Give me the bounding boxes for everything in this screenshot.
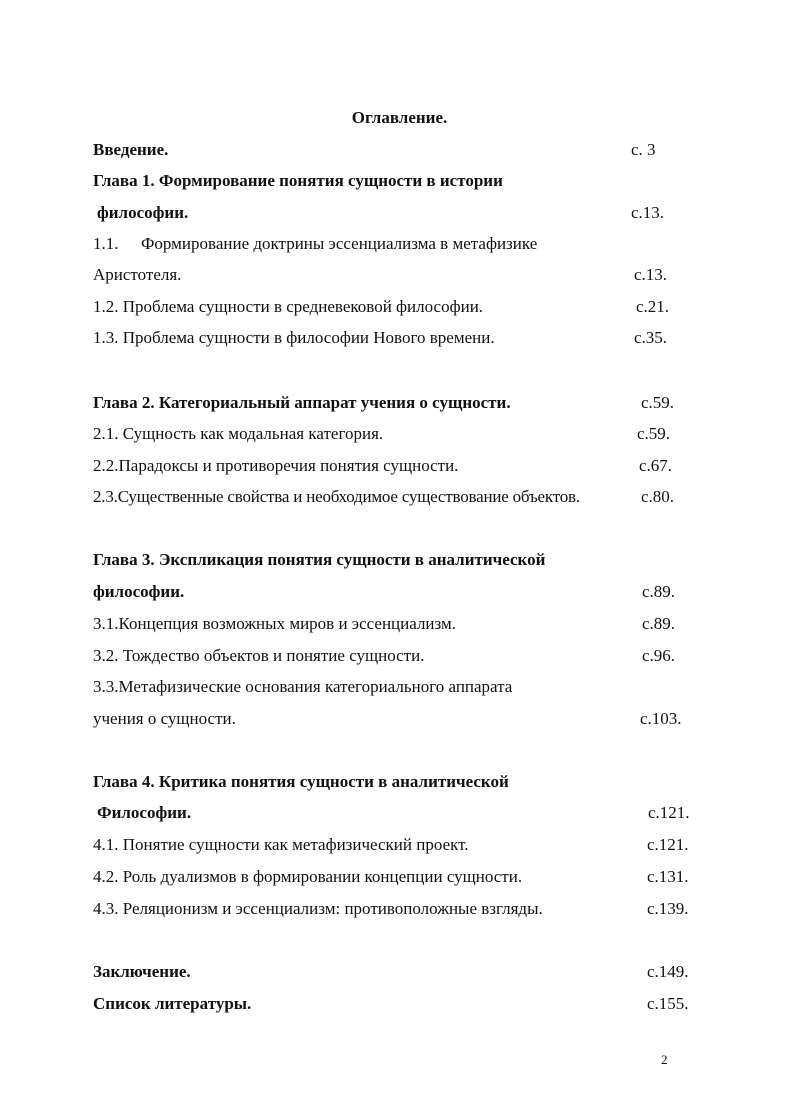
toc-page-conclusion: с.149.: [647, 962, 689, 981]
toc-conclusion: Заключение.: [93, 962, 191, 981]
toc-section-3-3-line2: учения о сущности.: [93, 709, 236, 728]
toc-page-chapter-1: с.13.: [631, 203, 665, 222]
toc-section-1-2: 1.2. Проблема сущности в средневековой философии.: [93, 297, 484, 316]
toc-page-section-1-3: с.35.: [634, 328, 668, 347]
toc-page-section-1-1: с.13.: [634, 265, 668, 284]
toc-chapter-4-line1: Глава 4. Критика понятия сущности в аналитической: [93, 772, 509, 791]
toc-page-chapter-4: с.121.: [648, 803, 690, 822]
toc-page-section-2-3: с.80.: [641, 487, 675, 506]
toc-entry-intro: Введение.: [93, 140, 169, 159]
toc-page-chapter-2: с.59.: [641, 393, 675, 412]
toc-page-section-1-2: с.21.: [636, 297, 670, 316]
toc-page-section-2-1: с.59.: [637, 424, 671, 443]
toc-section-3-2: 3.2. Тождество объектов и понятие сущности.: [93, 646, 425, 665]
toc-section-4-3: 4.3. Реляционизм и эссенциализм: противоположные взгляды.: [93, 899, 543, 918]
toc-chapter-1-line2: философии.: [97, 203, 189, 222]
toc-chapter-3-line1: Глава 3. Экспликация понятия сущности в аналитической: [93, 550, 546, 569]
toc-page-section-4-1: с.121.: [647, 835, 689, 854]
toc-section-1-1-number: 1.1.: [93, 234, 119, 253]
toc-page-section-4-2: с.131.: [647, 867, 689, 886]
toc-section-4-1: 4.1. Понятие сущности как метафизический проект.: [93, 835, 469, 854]
toc-chapter-1-line1: Глава 1. Формирование понятия сущности в истории: [93, 171, 503, 190]
toc-section-3-3-line1: 3.3.Метафизические основания категориального аппарата: [93, 677, 513, 696]
toc-page-section-4-3: с.139.: [647, 899, 689, 918]
page-number: 2: [661, 1052, 668, 1067]
toc-page-bibliography: с.155.: [647, 994, 689, 1013]
toc-section-1-3: 1.3. Проблема сущности в философии Нового времени.: [93, 328, 495, 347]
toc-page-section-3-2: с.96.: [642, 646, 676, 665]
toc-bibliography: Список литературы.: [93, 994, 252, 1013]
toc-section-3-1: 3.1.Концепция возможных миров и эссенциализм.: [93, 614, 457, 633]
toc-section-4-2: 4.2. Роль дуализмов в формировании концепции сущности.: [93, 867, 523, 886]
toc-section-2-3: 2.3.Существенные свойства и необходимое существование объектов.: [93, 487, 580, 506]
toc-page-section-2-2: с.67.: [639, 456, 673, 475]
toc-chapter-3-line2: философии.: [93, 582, 185, 601]
toc-chapter-2: Глава 2. Категориальный аппарат учения о сущности.: [93, 393, 511, 412]
toc-page-intro: с. 3: [631, 140, 656, 159]
toc-title: Оглавление.: [351, 108, 448, 127]
toc-section-2-1: 2.1. Сущность как модальная категория.: [93, 424, 384, 443]
toc-chapter-4-line2: Философии.: [97, 803, 192, 822]
toc-section-1-1-line1: Формирование доктрины эссенциализма в метафизике: [141, 234, 538, 253]
toc-page-section-3-1: с.89.: [642, 614, 676, 633]
toc-section-2-2: 2.2.Парадоксы и противоречия понятия сущности.: [93, 456, 459, 475]
toc-section-1-1-line2: Аристотеля.: [93, 265, 182, 284]
toc-page-section-3-3: с.103.: [640, 709, 682, 728]
toc-page-chapter-3: с.89.: [642, 582, 676, 601]
